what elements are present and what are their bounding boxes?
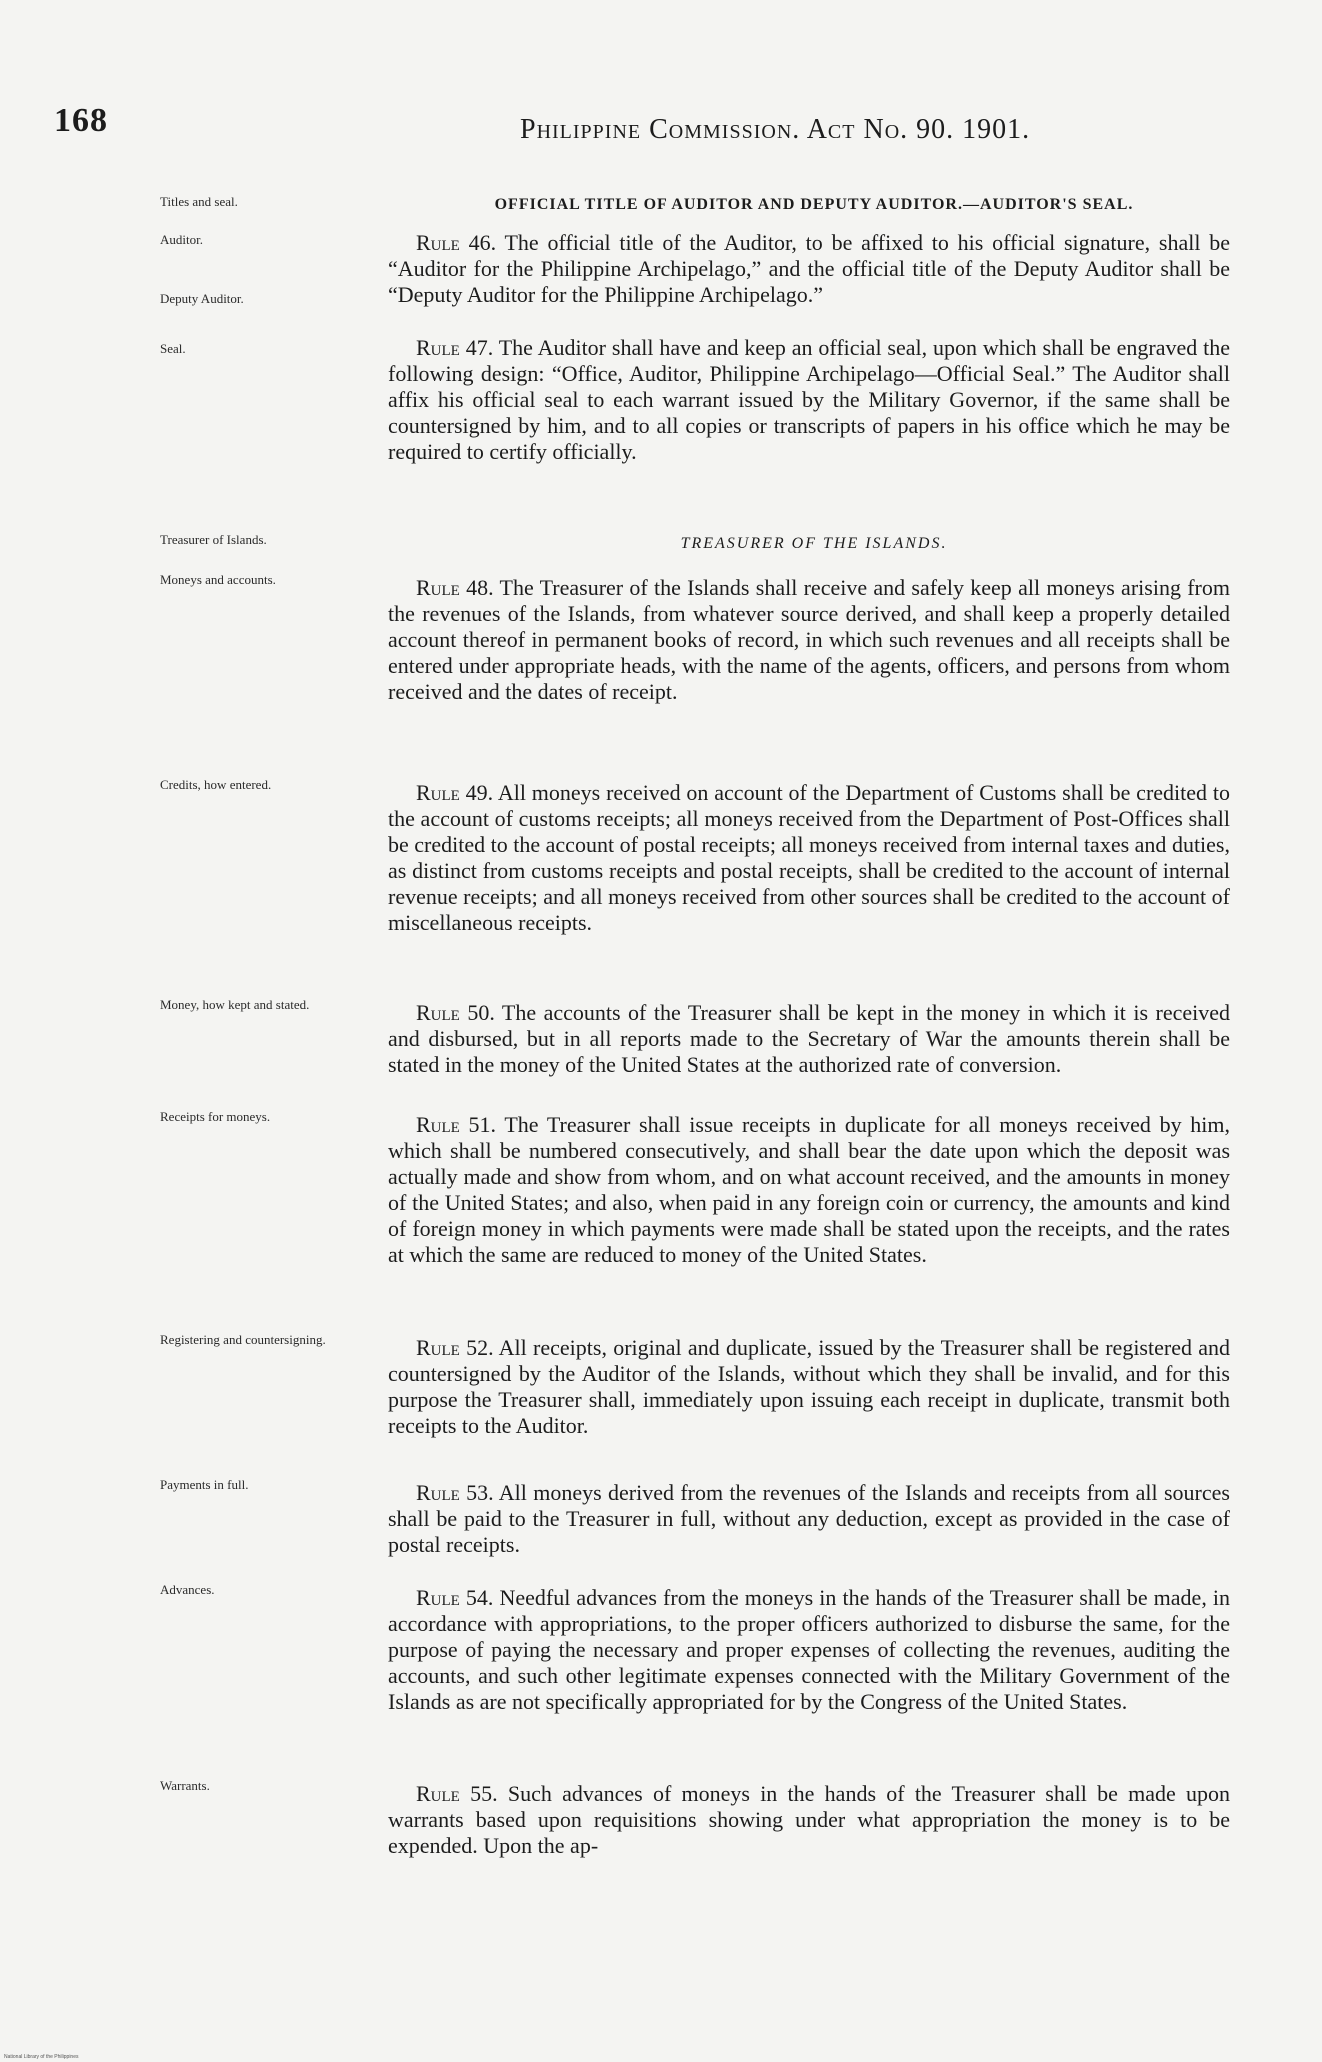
footer-credit: National Library of the Philippines xyxy=(4,2054,79,2060)
margin-note-credits: Credits, how entered. xyxy=(160,777,272,792)
margin-note-warrants: Warrants. xyxy=(160,1778,210,1793)
rule-text: All moneys received on account of the Department of Customs shall be credited to the account of customs receipts; all moneys received from the Department of Post-Offices shall be credited to the account of postal receipts; all moneys received from internal taxes and duties, as distinct from customs receipts and postal receipts, shall be credited to the account of internal revenue receipts; and all moneys received from other sources shall be credited to the account of miscellaneous receipts. xyxy=(388,780,1230,935)
rule-text: The Treasurer of the Islands shall receive and safely keep all moneys arising from the revenues of the Islands, from whatever source derived, and shall keep a properly detailed account thereof in permanent books of record, in which such revenues and all receipts shall be entered under appropriate heads, with the name of the agents, officers, and persons from whom received and the dates of receipt. xyxy=(388,575,1230,704)
rule-text: All moneys derived from the revenues of the Islands and receipts from all sources shall be paid to the Treasurer in full, without any deduction, except as provided in the case of postal receipts. xyxy=(388,1480,1230,1557)
rule-55-paragraph xyxy=(388,1781,1230,1859)
rule-51-paragraph xyxy=(388,1112,1230,1268)
section-heading-treasurer: TREASURER OF THE ISLANDS. xyxy=(680,535,948,552)
page-number: 168 xyxy=(54,102,108,139)
rule-49-paragraph xyxy=(388,780,1230,936)
rule-label: Rule 50. xyxy=(416,1000,495,1025)
rule-52-paragraph xyxy=(388,1335,1230,1439)
rule-label: Rule 47. xyxy=(416,335,494,360)
margin-note-deputy-auditor: Deputy Auditor. xyxy=(160,291,244,306)
running-head: Philippine Commission. Act No. 90. 1901. xyxy=(520,114,1031,145)
rule-46-paragraph xyxy=(388,230,1230,308)
rule-label: Rule 54. xyxy=(416,1585,494,1610)
margin-note-money-kept: Money, how kept and stated. xyxy=(160,997,310,1012)
margin-note-moneys-and-accounts: Moneys and accounts. xyxy=(160,572,276,587)
margin-note-registering: Registering and countersigning. xyxy=(160,1332,326,1347)
rule-label: Rule 49. xyxy=(416,780,494,805)
margin-note-receipts: Receipts for moneys. xyxy=(160,1109,271,1124)
rule-53-paragraph xyxy=(388,1480,1230,1558)
margin-note-payments: Payments in full. xyxy=(160,1477,249,1492)
rule-label: Rule 53. xyxy=(416,1480,494,1505)
rule-text: The Treasurer shall issue receipts in duplicate for all moneys received by him, which shall be numbered consecutively, and shall bear the date upon which the deposit was actually made and show from whom, and on what account received, and the amounts in money of the United States; and also, when paid in any foreign coin or currency, the amounts and kind of foreign money in which payments were made shall be stated upon the receipts, and the rates at which the same are reduced to money of the United States. xyxy=(388,1112,1230,1267)
rule-label: Rule 46. xyxy=(416,230,497,255)
rule-text: The official title of the Auditor, to be affixed to his official signature, shall be “Auditor for the Philippine Archipelago,” and the official title of the Deputy Auditor shall be “Deputy Auditor for the Philippine Archipelago.” xyxy=(388,230,1230,307)
rule-text: Such advances of moneys in the hands of the Treasurer shall be made upon warrants based upon requisitions showing under what appropriation the money is to be expended. Upon the ap- xyxy=(388,1781,1230,1858)
rule-label: Rule 52. xyxy=(416,1335,494,1360)
rule-50-paragraph xyxy=(388,1000,1230,1078)
margin-note-seal: Seal. xyxy=(160,341,186,356)
rule-text: All receipts, original and duplicate, issued by the Treasurer shall be registered and countersigned by the Auditor of the Islands, without which they shall be invalid, and for this purpose the Treasurer shall, immediately upon issuing each receipt in duplicate, transmit both receipts to the Auditor. xyxy=(388,1335,1230,1438)
rule-label: Rule 51. xyxy=(416,1112,497,1137)
section-heading-auditor: OFFICIAL TITLE OF AUDITOR AND DEPUTY AUDITOR.—AUDITOR'S SEAL. xyxy=(494,196,1134,213)
margin-note-advances: Advances. xyxy=(160,1582,215,1597)
margin-note-auditor: Auditor. xyxy=(160,232,203,247)
rule-label: Rule 48. xyxy=(416,575,494,600)
rule-48-paragraph xyxy=(388,575,1230,705)
rule-text: The Auditor shall have and keep an official seal, upon which shall be engraved the following design: “Office, Auditor, Philippine Archipelago—Official Seal.” The Auditor shall affix his official seal to each warrant issued by the Military Governor, if the same shall be countersigned by him, and to all copies or transcripts of papers in his office which he may be required to certify officially. xyxy=(388,335,1230,464)
margin-note-treasurer: Treasurer of Islands. xyxy=(160,532,267,547)
rule-54-paragraph xyxy=(388,1585,1230,1715)
rule-text: Needful advances from the moneys in the hands of the Treasurer shall be made, in accordance with appropriations, to the proper officers authorized to disburse the same, for the purpose of paying the necessary and proper expenses of collecting the revenues, auditing the accounts, and such other legitimate expenses connected with the Military Government of the Islands as are not specifically appropriated for by the Congress of the United States. xyxy=(388,1585,1230,1714)
rule-label: Rule 55. xyxy=(416,1781,498,1806)
rule-47-paragraph xyxy=(388,335,1230,465)
margin-note-titles-and-seal: Titles and seal. xyxy=(160,194,238,209)
rule-text: The accounts of the Treasurer shall be kept in the money in which it is received and disbursed, but in all reports made to the Secretary of War the amounts therein shall be stated in the money of the United States at the authorized rate of conversion. xyxy=(388,1000,1230,1077)
